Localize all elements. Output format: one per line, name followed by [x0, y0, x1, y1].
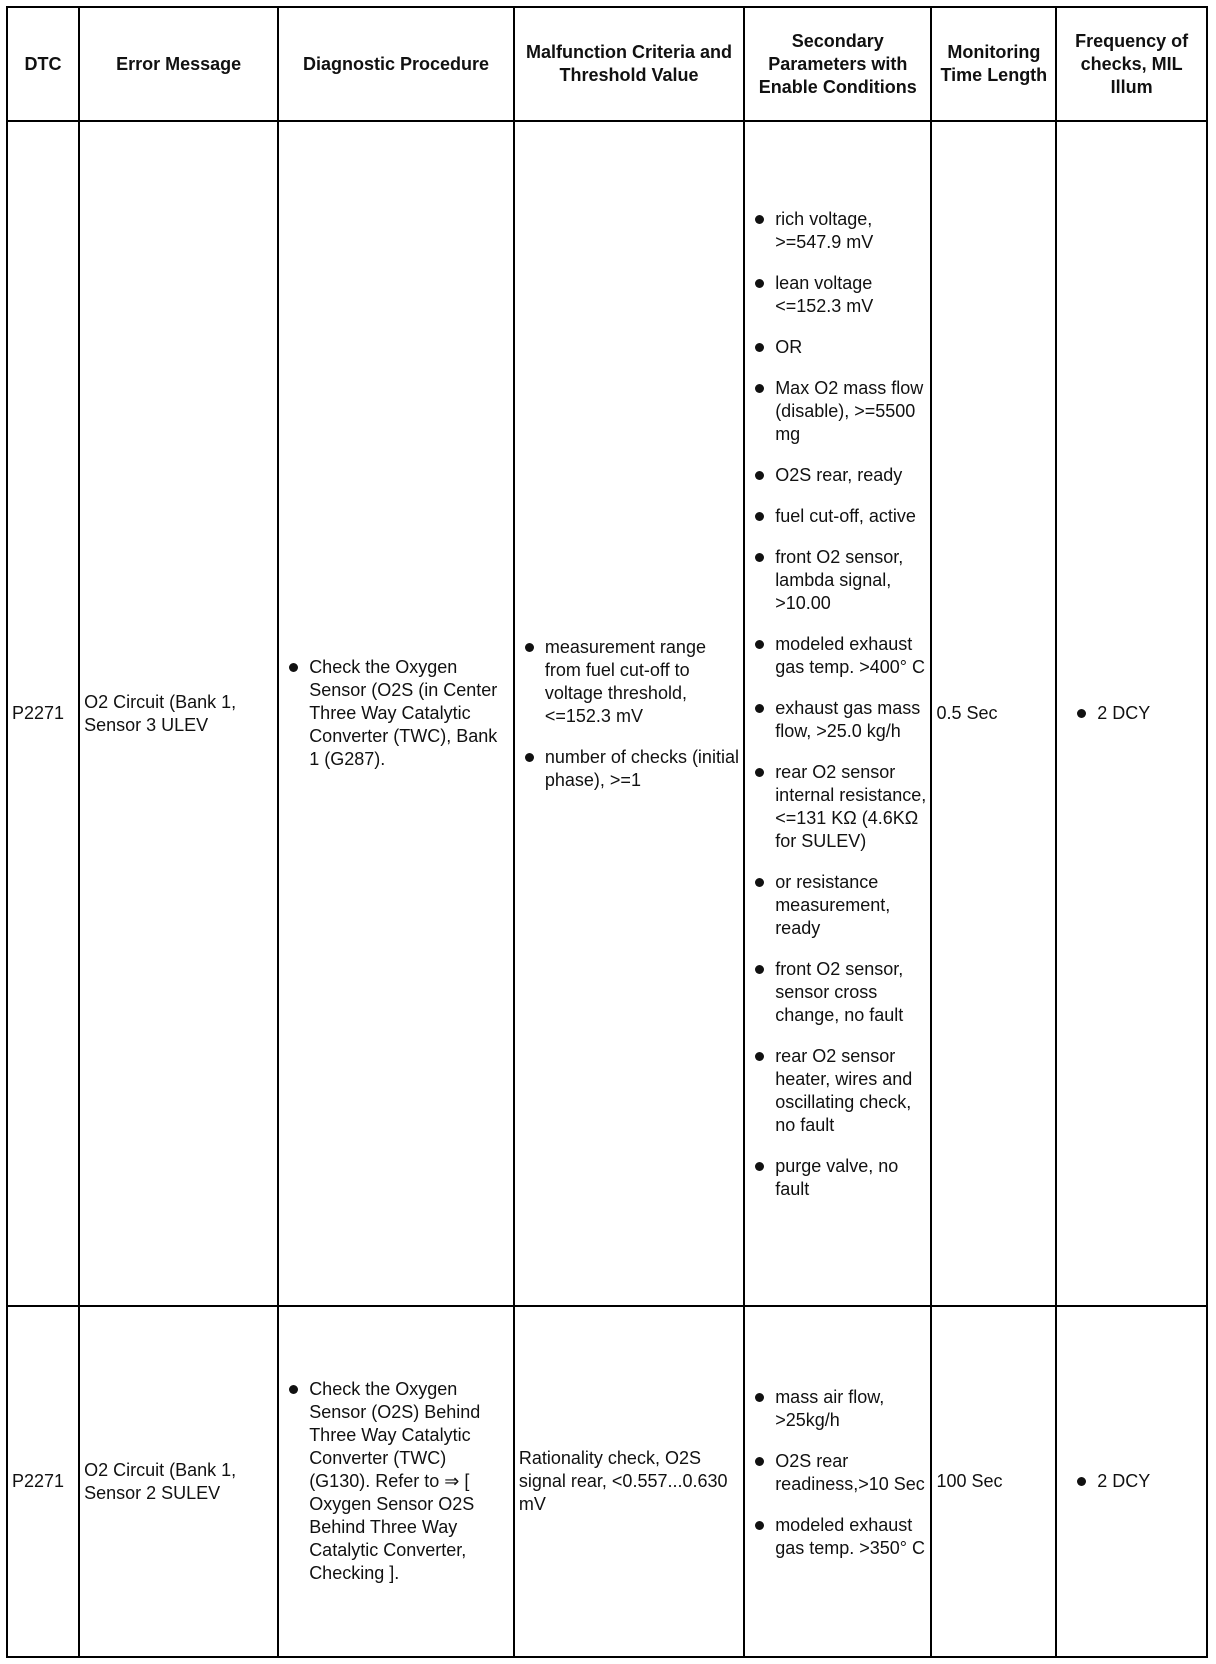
error-message: O2 Circuit (Bank 1, Sensor 3 ULEV [79, 121, 278, 1306]
header-dtc: DTC [7, 7, 79, 121]
secondary-parameters-cell [744, 121, 931, 1306]
list-item: number of checks (initial phase), >=1 [519, 746, 739, 792]
frequency-list [1061, 1470, 1202, 1493]
header-row [7, 7, 1207, 121]
dtc-code: P2271 [7, 121, 79, 1306]
list-item: O2S rear, ready [749, 464, 926, 487]
list-item: modeled exhaust gas temp. >400° C [749, 633, 926, 679]
monitoring-time: 100 Sec [931, 1306, 1056, 1657]
diagnostic-procedure-cell [278, 1306, 514, 1657]
diagnostic-procedure-cell [278, 121, 514, 1306]
list-item: lean voltage <=152.3 mV [749, 272, 926, 318]
dtc-code: P2271 [7, 1306, 79, 1657]
header-malfunction-criteria: Malfunction Criteria and Threshold Value [514, 7, 744, 121]
header-secondary-parameters: Secondary Parameters with Enable Conditions [744, 7, 931, 121]
frequency-list [1061, 702, 1202, 725]
header-monitoring-time: Monitoring Time Length [931, 7, 1056, 121]
list-item: fuel cut-off, active [749, 505, 926, 528]
list-item: OR [749, 336, 926, 359]
list-item: Check the Oxygen Sensor (O2S (in Center Three Way Catalytic Converter (TWC), Bank 1 (G287). [283, 656, 509, 771]
diagnostic-procedure-list [283, 656, 509, 771]
error-message: O2 Circuit (Bank 1, Sensor 2 SULEV [79, 1306, 278, 1657]
malfunction-criteria-cell [514, 121, 744, 1306]
list-item: measurement range from fuel cut-off to voltage threshold, <=152.3 mV [519, 636, 739, 728]
header-diagnostic-procedure: Diagnostic Procedure [278, 7, 514, 121]
list-item: O2S rear readiness,>10 Sec [749, 1450, 926, 1496]
list-item: 2 DCY [1071, 1470, 1202, 1493]
list-item: rear O2 sensor heater, wires and oscillating check, no fault [749, 1045, 926, 1137]
table-row [7, 1306, 1207, 1657]
secondary-parameters-cell [744, 1306, 931, 1657]
list-item: purge valve, no fault [749, 1155, 926, 1201]
malfunction-criteria-list [519, 636, 739, 792]
list-item: exhaust gas mass flow, >25.0 kg/h [749, 697, 926, 743]
list-item: mass air flow, >25kg/h [749, 1386, 926, 1432]
list-item: rear O2 sensor internal resistance, <=131 KΩ (4.6KΩ for SULEV) [749, 761, 926, 853]
malfunction-criteria-text: Rationality check, O2S signal rear, <0.557...0.630 mV [514, 1306, 744, 1657]
list-item: front O2 sensor, lambda signal, >10.00 [749, 546, 926, 615]
list-item: 2 DCY [1071, 702, 1202, 725]
monitoring-time: 0.5 Sec [931, 121, 1056, 1306]
list-item: rich voltage, >=547.9 mV [749, 208, 926, 254]
list-item: or resistance measurement, ready [749, 871, 926, 940]
frequency-cell [1056, 1306, 1207, 1657]
list-item: Check the Oxygen Sensor (O2S) Behind Three Way Catalytic Converter (TWC) (G130). Refer to ⇒ [ Oxygen Sensor O2S Behind Three Way Catalytic Converter, Checking ]. [283, 1378, 509, 1585]
header-error-message: Error Message [79, 7, 278, 121]
table-row [7, 121, 1207, 1306]
secondary-parameters-list [749, 208, 926, 1201]
list-item: front O2 sensor, sensor cross change, no fault [749, 958, 926, 1027]
header-frequency: Frequency of checks, MIL Illum [1056, 7, 1207, 121]
dtc-table [6, 6, 1208, 1658]
list-item: Max O2 mass flow (disable), >=5500 mg [749, 377, 926, 446]
secondary-parameters-list [749, 1386, 926, 1560]
diagnostic-procedure-list [283, 1378, 509, 1585]
frequency-cell [1056, 121, 1207, 1306]
list-item: modeled exhaust gas temp. >350° C [749, 1514, 926, 1560]
